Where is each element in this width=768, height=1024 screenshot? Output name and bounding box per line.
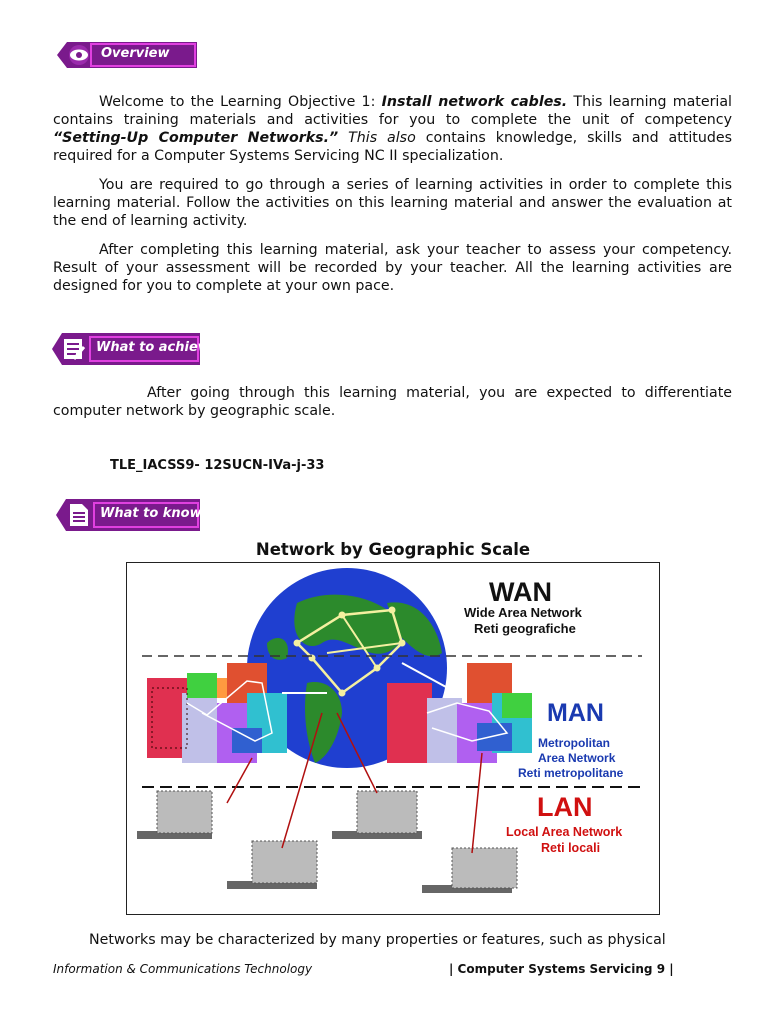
what-to-know-heading: What to know [100, 506, 202, 521]
notepad-icon [60, 333, 90, 365]
what-to-know-paragraph: Networks may be characterized by many properties or features, such as physical [89, 932, 666, 948]
man-line-3: Reti metropolitane [518, 766, 624, 780]
figure-title: Network by Geographic Scale [255, 540, 531, 559]
competency-code: TLE_IACSS9- 12SUCN-IVa-j-33 [110, 458, 325, 473]
wan-label: WAN [489, 577, 552, 607]
overview-paragraph-3: After completing this learning material, ask your teacher to assess your competency. Result of your assessment will be recorded by your teacher. All the learning activities are designed for you to complete at your own pace. [53, 242, 732, 294]
overview-paragraph-2: You are required to go through a series of learning activities in order to complete this learning material. Follow the activities on this learning material and answer the evaluation at the end of learning activity. [53, 177, 732, 229]
lan-label: LAN [537, 792, 593, 822]
overview-paragraph-1: Welcome to the Learning Objective 1: Install network cables. This learning material contains training materials and activities for you to complete the unit of competency “Setting-Up Computer Networks.” This also contains knowledge, skills and attitudes required for a Computer Systems Servicing NC II specialization. [53, 94, 733, 164]
what-to-achieve-badge [52, 333, 216, 365]
lan-building-4 [422, 848, 517, 893]
man-line-1: Metropolitan [538, 736, 610, 750]
man-line-2: Area Network [538, 751, 616, 765]
what-to-know-badge [56, 499, 200, 531]
lan-building-1 [137, 791, 212, 839]
lan-line-1: Local Area Network [506, 825, 623, 839]
overview-badge [57, 42, 197, 68]
achieve-paragraph: After going through this learning material, you are expected to differentiate computer network by geographic scale. [53, 385, 732, 419]
lan-building-2 [227, 841, 317, 889]
eye-icon [63, 42, 103, 68]
network-scale-figure [126, 562, 660, 915]
wan-line-1: Wide Area Network [464, 605, 582, 620]
lan-building-3 [332, 791, 422, 839]
lan-line-2: Reti locali [541, 841, 601, 855]
man-label: MAN [547, 699, 604, 727]
wan-line-2: Reti geografiche [474, 621, 576, 636]
overview-heading: Overview [101, 46, 170, 61]
footer-left: Information & Communications Technology [53, 962, 313, 976]
what-to-achieve-heading: What to achieve [96, 340, 216, 355]
document-icon [64, 499, 94, 531]
footer-right: | Computer Systems Servicing 9 | [449, 962, 674, 976]
